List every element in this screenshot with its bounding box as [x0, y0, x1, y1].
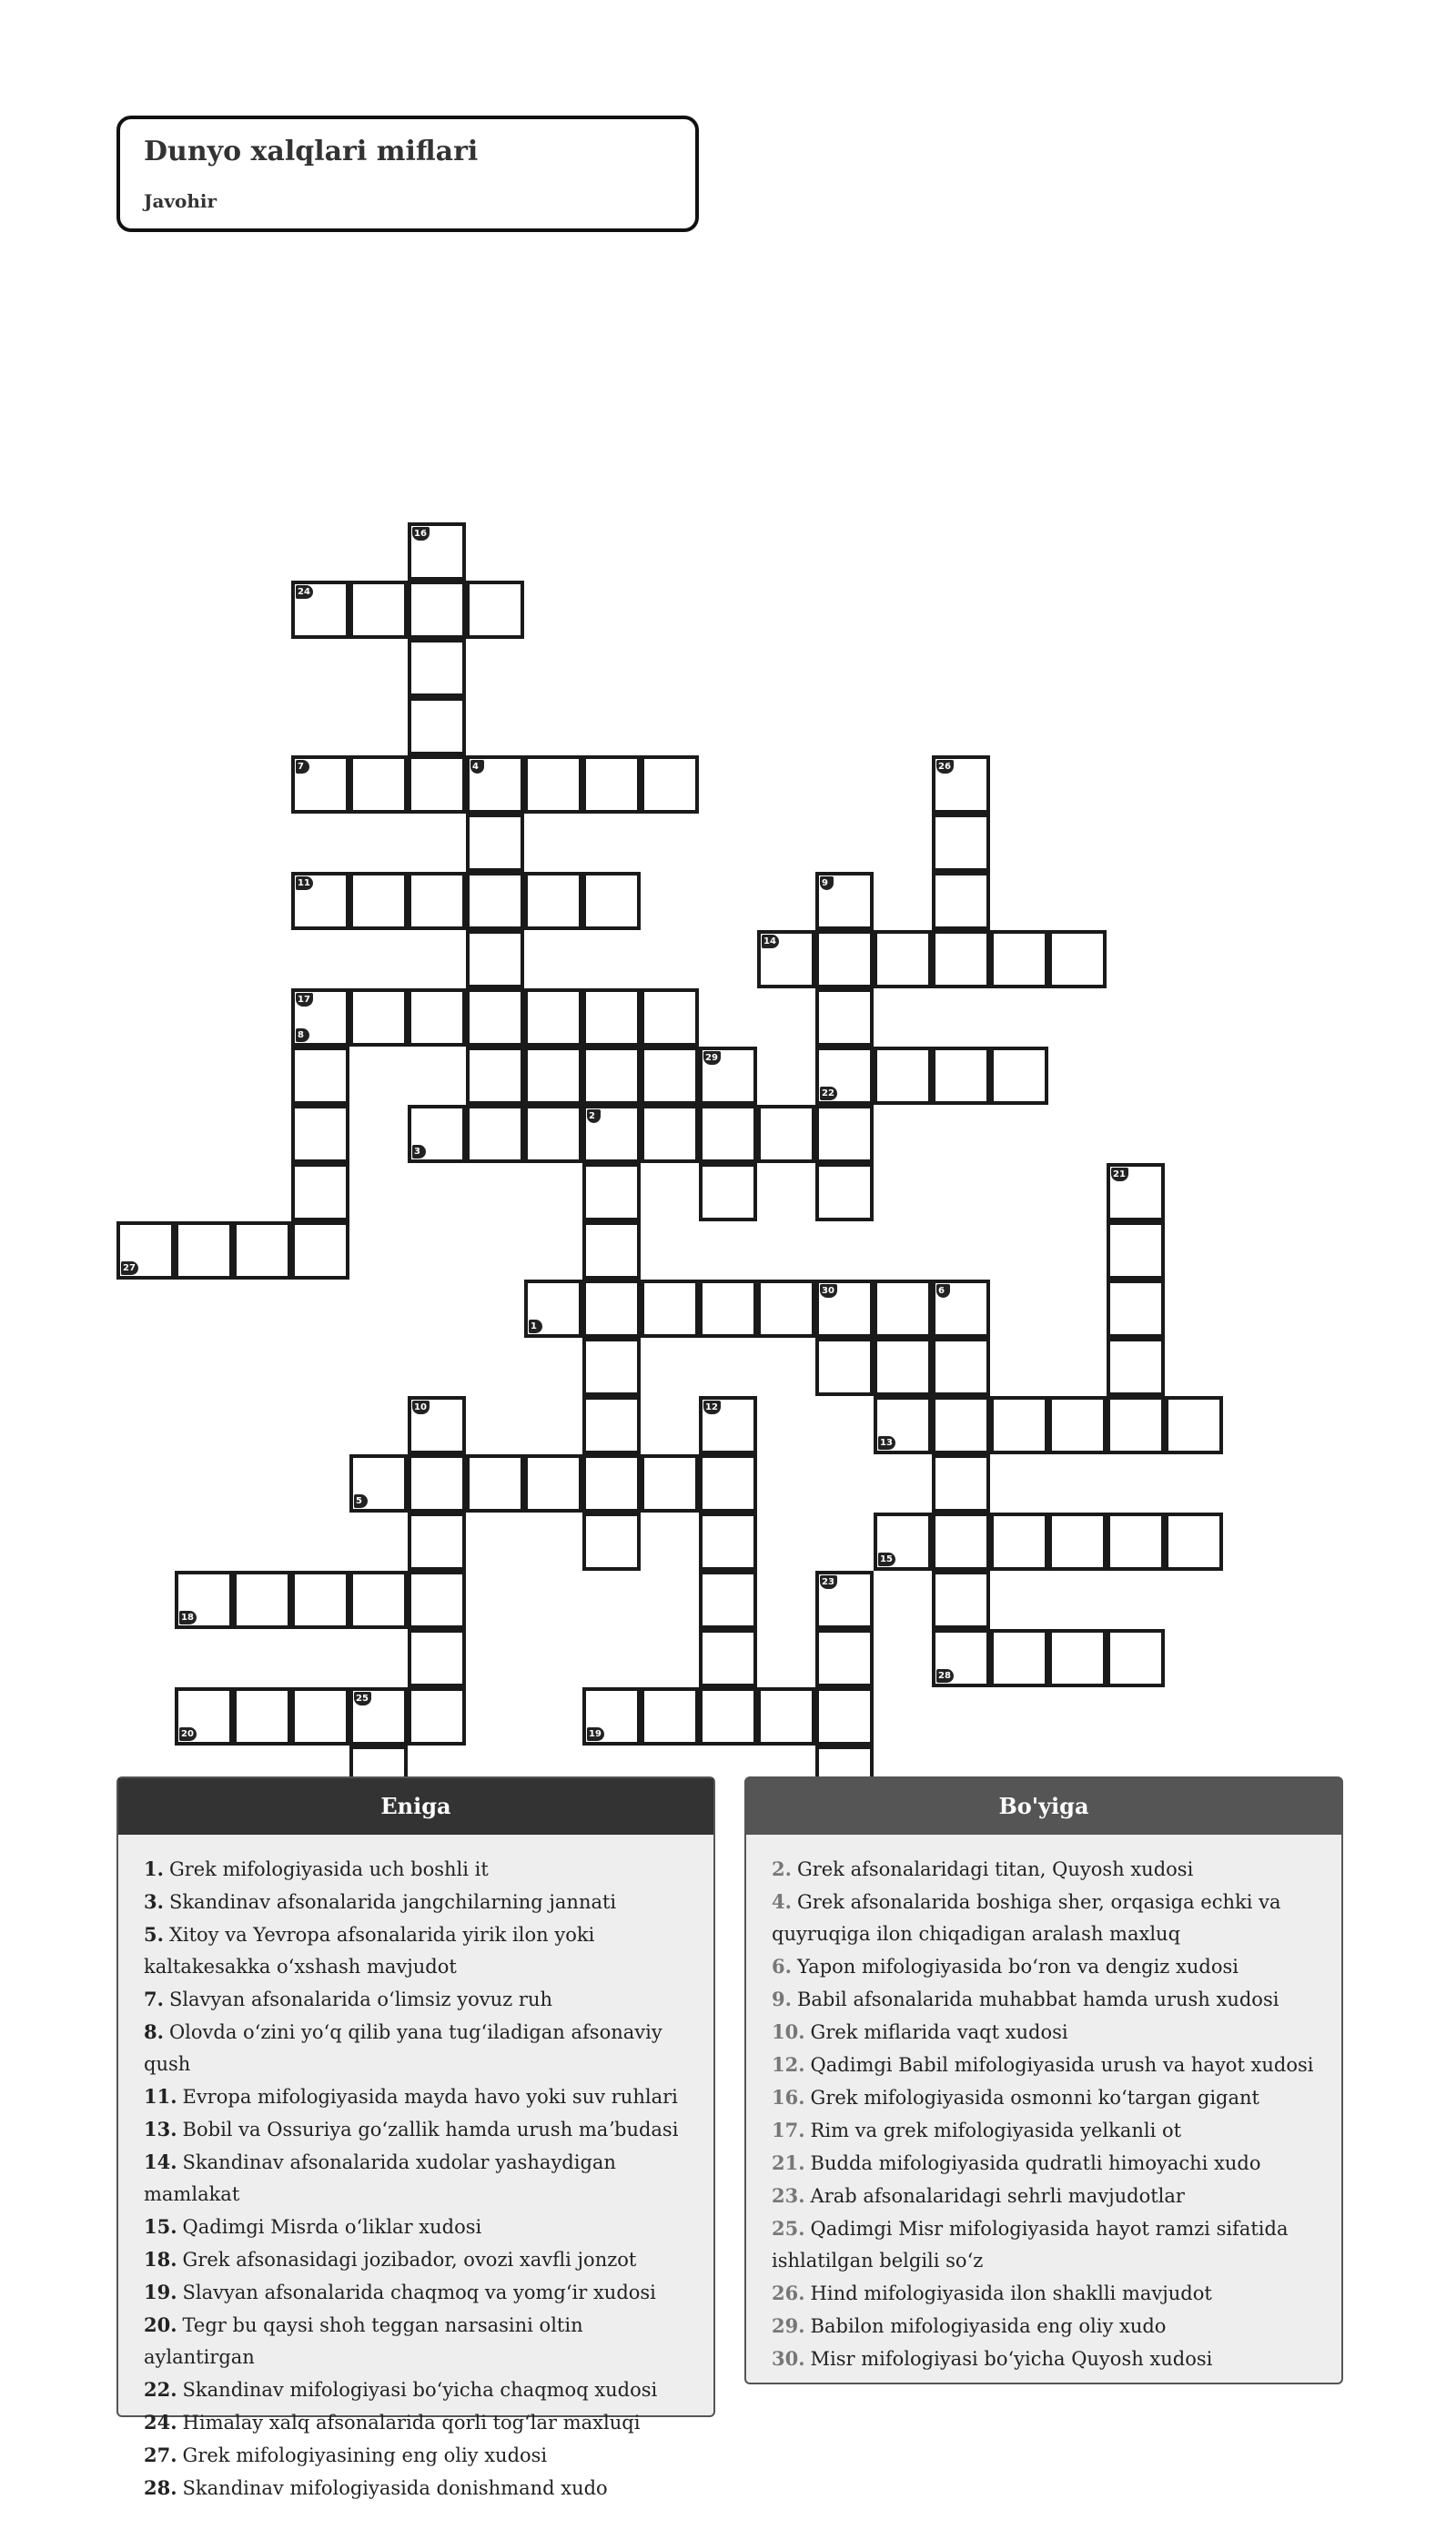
grid-cell[interactable] — [1048, 1629, 1107, 1687]
clue-text: Grek mifologiyasida osmonni koʻtargan gigant — [810, 2087, 1259, 2109]
clue-number-down: 9 — [820, 876, 834, 890]
across-clue[interactable] — [144, 2243, 692, 2276]
grid-cell[interactable] — [1165, 1396, 1223, 1454]
clue-number-down: 6 — [936, 1284, 950, 1298]
grid-cell[interactable] — [932, 1338, 990, 1396]
clue-number: 1. — [144, 1857, 164, 1880]
down-clue[interactable] — [772, 1853, 1320, 1886]
grid-cell[interactable] — [874, 1513, 932, 1571]
grid-cell[interactable] — [291, 1163, 349, 1221]
grid-cell[interactable] — [641, 1105, 699, 1163]
clue-number: 2. — [772, 1857, 792, 1880]
clue-number-down: 25 — [354, 1692, 371, 1705]
grid-cell[interactable] — [582, 988, 641, 1047]
clue-text: Yapon mifologiyasida boʻron va dengiz xudosi — [796, 1956, 1239, 1978]
clue-number-across: 27 — [121, 1261, 138, 1275]
grid-cell[interactable] — [932, 1513, 990, 1571]
grid-cell[interactable] — [815, 988, 874, 1047]
grid-cell[interactable] — [932, 1280, 990, 1338]
clue-number-down: 12 — [703, 1401, 721, 1414]
clue-number-across: 22 — [820, 1087, 837, 1100]
clue-number-down: 10 — [412, 1401, 430, 1414]
down-clue[interactable] — [772, 2343, 1320, 2375]
clue-number: 10. — [772, 2020, 805, 2043]
grid-cell[interactable] — [233, 1221, 291, 1280]
grid-cell[interactable] — [466, 930, 524, 988]
grid-cell[interactable] — [815, 1629, 874, 1687]
across-clue-list — [118, 1835, 713, 2505]
grid-cell[interactable] — [815, 1105, 874, 1163]
grid-cell[interactable] — [582, 1338, 641, 1396]
clue-number-across: 3 — [412, 1145, 426, 1159]
grid-cell[interactable] — [524, 1454, 582, 1513]
grid-cell[interactable] — [815, 1687, 874, 1746]
grid-cell[interactable] — [349, 581, 408, 639]
clue-number-down: 17 — [296, 993, 313, 1007]
clue-number: 29. — [772, 2314, 805, 2337]
grid-cell[interactable] — [291, 1221, 349, 1280]
clue-number: 14. — [144, 2150, 177, 2173]
grid-cell[interactable] — [175, 1221, 233, 1280]
clue-number-down: 26 — [936, 760, 954, 774]
grid-cell[interactable] — [932, 872, 990, 930]
clue-number: 27. — [144, 2444, 177, 2466]
grid-cell[interactable] — [990, 1047, 1048, 1105]
grid-cell[interactable] — [932, 930, 990, 988]
grid-cell[interactable] — [349, 872, 408, 930]
clue-text: Misr mifologiyasi boʻyicha Quyosh xudosi — [810, 2348, 1213, 2370]
clue-text: Babil afsonalarida muhabbat hamda urush xudosi — [796, 1989, 1279, 2010]
clue-number: 21. — [772, 2151, 805, 2174]
grid-cell[interactable] — [582, 1105, 641, 1163]
down-clue[interactable] — [772, 2147, 1320, 2180]
grid-cell[interactable] — [757, 1280, 815, 1338]
grid-cell[interactable] — [641, 755, 699, 814]
clue-number: 22. — [144, 2378, 177, 2401]
grid-cell[interactable] — [233, 1687, 291, 1746]
grid-cell[interactable] — [582, 1280, 641, 1338]
grid-cell[interactable] — [815, 1047, 874, 1105]
across-clues-panel — [116, 1776, 715, 2499]
clue-number: 28. — [144, 2476, 177, 2499]
grid-cell[interactable] — [582, 1454, 641, 1513]
grid-cell[interactable] — [990, 1396, 1048, 1454]
down-clue[interactable] — [772, 2310, 1320, 2343]
across-clue[interactable] — [144, 1918, 692, 1983]
clue-text: Himalay xalq afsonalarida qorli togʻlar maxluqi — [182, 2412, 641, 2434]
grid-cell[interactable] — [815, 1163, 874, 1221]
down-clues-panel — [744, 1776, 1343, 2384]
clue-number-across: 7 — [296, 760, 309, 774]
grid-cell[interactable] — [815, 1571, 874, 1629]
grid-cell[interactable] — [990, 930, 1048, 988]
grid-cell[interactable] — [408, 872, 466, 930]
grid-cell[interactable] — [990, 1629, 1048, 1687]
grid-cell[interactable] — [408, 1513, 466, 1571]
grid-cell[interactable] — [466, 1454, 524, 1513]
clue-text: Grek afsonalaridagi titan, Quyosh xudosi — [796, 1858, 1194, 1880]
down-clue[interactable] — [772, 2180, 1320, 2212]
grid-cell[interactable] — [582, 755, 641, 814]
clue-number-down: 4 — [470, 760, 484, 774]
down-clue[interactable] — [772, 1886, 1320, 1950]
grid-cell[interactable] — [641, 1280, 699, 1338]
grid-cell[interactable] — [466, 1047, 524, 1105]
clue-number: 19. — [144, 2281, 177, 2303]
down-clue-list — [746, 1835, 1341, 2375]
down-clue[interactable] — [772, 1983, 1320, 2016]
clue-text: Skandinav mifologiyasi boʻyicha chaqmoq xudosi — [182, 2379, 658, 2401]
clue-text: Qadimgi Babil mifologiyasida urush va hayot xudosi — [810, 2054, 1314, 2076]
across-clue[interactable] — [144, 2146, 692, 2211]
clue-text: Grek afsonasidagi jozibador, ovozi xavfli jonzot — [182, 2249, 637, 2271]
down-clue[interactable] — [772, 2049, 1320, 2081]
grid-cell[interactable] — [408, 581, 466, 639]
across-clue[interactable] — [144, 2080, 692, 2113]
clue-text: Hind mifologiyasida ilon shaklli mavjudot — [810, 2282, 1212, 2304]
across-clue[interactable] — [144, 2472, 692, 2505]
grid-cell[interactable] — [699, 1629, 757, 1687]
grid-cell[interactable] — [349, 1454, 408, 1513]
grid-cell[interactable] — [932, 814, 990, 872]
clue-number: 20. — [144, 2313, 177, 2336]
grid-cell[interactable] — [1107, 1163, 1165, 1221]
clue-number-across: 5 — [354, 1494, 368, 1508]
clue-number-across: 11 — [296, 876, 313, 890]
grid-cell[interactable] — [1048, 1396, 1107, 1454]
clue-text: Grek mifologiyasining eng oliy xudosi — [182, 2444, 548, 2466]
grid-cell[interactable] — [1165, 1513, 1223, 1571]
grid-cell[interactable] — [815, 1280, 874, 1338]
grid-cell[interactable] — [1107, 1221, 1165, 1280]
down-clue[interactable] — [772, 1950, 1320, 1983]
clue-text: Babilon mifologiyasida eng oliy xudo — [810, 2315, 1167, 2337]
clue-number: 5. — [144, 1923, 164, 1946]
grid-cell[interactable] — [349, 755, 408, 814]
across-clue[interactable] — [144, 2113, 692, 2146]
grid-cell[interactable] — [874, 1047, 932, 1105]
grid-cell[interactable] — [408, 639, 466, 697]
grid-cell[interactable] — [699, 1396, 757, 1454]
clue-text: Evropa mifologiyasida mayda havo yoki suv ruhlari — [182, 2086, 678, 2108]
grid-cell[interactable] — [291, 581, 349, 639]
clue-number-across: 20 — [179, 1727, 197, 1741]
clue-number: 23. — [772, 2184, 805, 2207]
clue-number-down: 16 — [412, 527, 430, 541]
grid-cell[interactable] — [466, 581, 524, 639]
grid-cell[interactable] — [116, 1221, 175, 1280]
clue-text: Slavyan afsonalarida oʻlimsiz yovuz ruh — [168, 1989, 553, 2010]
across-clue[interactable] — [144, 2439, 692, 2472]
grid-cell[interactable] — [408, 1687, 466, 1746]
grid-cell[interactable] — [699, 1163, 757, 1221]
grid-cell[interactable] — [524, 1047, 582, 1105]
grid-cell[interactable] — [1048, 1513, 1107, 1571]
clue-number: 17. — [772, 2119, 805, 2141]
clue-text: Skandinav afsonalarida jangchilarning jannati — [168, 1891, 617, 1913]
grid-cell[interactable] — [932, 1454, 990, 1513]
grid-cell[interactable] — [874, 930, 932, 988]
down-clue[interactable] — [772, 2081, 1320, 2114]
grid-cell[interactable] — [932, 1396, 990, 1454]
clue-number-across: 1 — [529, 1320, 542, 1333]
grid-cell[interactable] — [233, 1571, 291, 1629]
grid-cell[interactable] — [874, 1338, 932, 1396]
grid-cell[interactable] — [582, 1687, 641, 1746]
down-clue[interactable] — [772, 2277, 1320, 2310]
clue-number-across: 15 — [878, 1553, 895, 1566]
grid-cell[interactable] — [582, 1221, 641, 1280]
clue-number: 15. — [144, 2215, 177, 2238]
grid-cell[interactable] — [349, 1571, 408, 1629]
grid-cell[interactable] — [699, 1280, 757, 1338]
clue-number: 13. — [144, 2118, 177, 2140]
grid-cell[interactable] — [932, 1629, 990, 1687]
across-clue[interactable] — [144, 2309, 692, 2373]
clue-text: Bobil va Ossuriya goʻzallik hamda urush maʼbudasi — [182, 2119, 679, 2140]
grid-cell[interactable] — [291, 988, 349, 1047]
grid-cell[interactable] — [291, 755, 349, 814]
clue-text: Skandinav afsonalarida xudolar yashaydigan mamlakat — [144, 2151, 616, 2205]
grid-cell[interactable] — [408, 1629, 466, 1687]
clue-text: Grek mifologiyasida uch boshli it — [168, 1858, 489, 1880]
grid-cell[interactable] — [874, 1396, 932, 1454]
grid-cell[interactable] — [291, 1571, 349, 1629]
grid-cell[interactable] — [699, 1047, 757, 1105]
grid-cell[interactable] — [874, 1280, 932, 1338]
clue-text: Grek afsonalarida boshiga sher, orqasiga echki va quyruqiga ilon chiqadigan aralash maxluq — [772, 1891, 1281, 1945]
grid-cell[interactable] — [699, 1571, 757, 1629]
down-clue[interactable] — [772, 2114, 1320, 2147]
grid-cell[interactable] — [524, 872, 582, 930]
grid-cell[interactable] — [641, 988, 699, 1047]
grid-cell[interactable] — [1048, 930, 1107, 988]
grid-cell[interactable] — [1107, 1396, 1165, 1454]
clue-number: 30. — [772, 2347, 805, 2370]
grid-cell[interactable] — [466, 1105, 524, 1163]
clue-number-across: 19 — [587, 1727, 604, 1741]
clue-number-across: 28 — [936, 1669, 954, 1683]
clue-text: Rim va grek mifologiyasida yelkanli ot — [810, 2120, 1182, 2141]
grid-cell[interactable] — [757, 930, 815, 988]
grid-cell[interactable] — [757, 1105, 815, 1163]
clue-number: 26. — [772, 2282, 805, 2304]
grid-cell[interactable] — [408, 755, 466, 814]
grid-cell[interactable] — [291, 872, 349, 930]
clue-text: Xitoy va Yevropa afsonalarida yirik ilon yoki kaltakesakka oʻxshash mavjudot — [144, 1924, 595, 1978]
grid-cell[interactable] — [932, 1047, 990, 1105]
down-clue[interactable] — [772, 2016, 1320, 2049]
grid-cell[interactable] — [466, 872, 524, 930]
grid-cell[interactable] — [524, 988, 582, 1047]
clue-text: Slavyan afsonalarida chaqmoq va yomgʻir xudosi — [182, 2282, 656, 2303]
clue-number-down: 29 — [703, 1051, 721, 1065]
grid-cell[interactable] — [408, 1571, 466, 1629]
grid-cell[interactable] — [349, 988, 408, 1047]
clue-number: 16. — [772, 2086, 805, 2109]
grid-cell[interactable] — [1107, 1338, 1165, 1396]
grid-cell[interactable] — [175, 1687, 233, 1746]
grid-cell[interactable] — [699, 1513, 757, 1571]
clue-text: Qadimgi Misr mifologiyasida hayot ramzi sifatida ishlatilgan belgili soʻz — [772, 2218, 1289, 2272]
grid-cell[interactable] — [466, 814, 524, 872]
clue-text: Grek miflarida vaqt xudosi — [810, 2021, 1068, 2043]
grid-cell[interactable] — [466, 988, 524, 1047]
grid-cell[interactable] — [932, 1571, 990, 1629]
grid-cell[interactable] — [524, 1105, 582, 1163]
grid-cell[interactable] — [408, 988, 466, 1047]
grid-cell[interactable] — [582, 1513, 641, 1571]
grid-cell[interactable] — [699, 1454, 757, 1513]
grid-cell[interactable] — [699, 1105, 757, 1163]
clue-number: 3. — [144, 1890, 164, 1913]
clue-text: Qadimgi Misrda oʻliklar xudosi — [182, 2216, 482, 2238]
clue-number: 6. — [772, 1955, 792, 1978]
grid-cell[interactable] — [582, 1396, 641, 1454]
clue-number-down: 2 — [587, 1109, 601, 1123]
grid-cell[interactable] — [815, 1338, 874, 1396]
across-clue[interactable] — [144, 1983, 692, 2016]
grid-cell[interactable] — [641, 1454, 699, 1513]
down-heading: Bo'yiga — [746, 1778, 1341, 1835]
grid-cell[interactable] — [466, 755, 524, 814]
grid-cell[interactable] — [175, 1571, 233, 1629]
clue-number-down: 30 — [820, 1284, 837, 1298]
clue-text: Olovda oʻzini yoʻq qilib yana tugʻiladigan afsonaviy qush — [144, 2021, 662, 2075]
clue-number-down: 21 — [1111, 1168, 1128, 1181]
grid-cell[interactable] — [641, 1047, 699, 1105]
grid-cell[interactable] — [408, 1105, 466, 1163]
clue-number-across: 8 — [296, 1028, 309, 1042]
clue-number: 7. — [144, 1988, 164, 2010]
grid-cell[interactable] — [932, 755, 990, 814]
grid-cell[interactable] — [291, 1687, 349, 1746]
grid-cell[interactable] — [699, 1687, 757, 1746]
grid-cell[interactable] — [990, 1513, 1048, 1571]
grid-cell[interactable] — [291, 1047, 349, 1105]
clue-number: 25. — [772, 2217, 805, 2240]
across-clue[interactable] — [144, 2016, 692, 2080]
grid-cell[interactable] — [1107, 1629, 1165, 1687]
clue-number: 18. — [144, 2248, 177, 2271]
across-clue[interactable] — [144, 1886, 692, 1918]
across-clue[interactable] — [144, 2276, 692, 2309]
grid-cell[interactable] — [291, 1105, 349, 1163]
clue-number-across: 24 — [296, 585, 313, 599]
grid-cell[interactable] — [408, 1454, 466, 1513]
clue-number-across: 18 — [179, 1611, 197, 1624]
down-clue[interactable] — [772, 2212, 1320, 2277]
clue-text: Arab afsonalaridagi sehrli mavjudotlar — [810, 2185, 1185, 2207]
grid-cell[interactable] — [757, 1687, 815, 1746]
clue-number: 24. — [144, 2411, 177, 2434]
grid-cell[interactable] — [815, 872, 874, 930]
grid-cell[interactable] — [582, 1047, 641, 1105]
grid-cell[interactable] — [815, 930, 874, 988]
clue-number-across: 13 — [878, 1436, 895, 1450]
grid-cell[interactable] — [1107, 1513, 1165, 1571]
grid-cell[interactable] — [408, 697, 466, 755]
grid-cell[interactable] — [582, 872, 641, 930]
across-clue[interactable] — [144, 2373, 692, 2406]
grid-cell[interactable] — [641, 1687, 699, 1746]
grid-cell[interactable] — [408, 522, 466, 581]
grid-cell[interactable] — [1107, 1280, 1165, 1338]
across-clue[interactable] — [144, 2406, 692, 2439]
puzzle-title: Dunyo xalqlari miflari — [144, 136, 479, 167]
clue-text: Tegr bu qaysi shoh teggan narsasini oltin aylantirgan — [144, 2314, 583, 2368]
grid-cell[interactable] — [524, 1280, 582, 1338]
clue-number: 9. — [772, 1988, 792, 2010]
clue-number-down: 23 — [820, 1575, 837, 1589]
clue-number: 4. — [772, 1890, 792, 1913]
puzzle-author: Javohir — [144, 190, 217, 212]
grid-cell[interactable] — [582, 1163, 641, 1221]
clue-text: Skandinav mifologiyasida donishmand xudo — [182, 2477, 608, 2499]
across-heading: Eniga — [118, 1778, 713, 1835]
clue-number: 12. — [772, 2053, 805, 2076]
grid-cell[interactable] — [349, 1687, 408, 1746]
clue-text: Budda mifologiyasida qudratli himoyachi xudo — [810, 2152, 1261, 2174]
across-clue[interactable] — [144, 2211, 692, 2243]
across-clue[interactable] — [144, 1853, 692, 1886]
grid-cell[interactable] — [408, 1396, 466, 1454]
clue-number: 8. — [144, 2020, 164, 2043]
clue-number-across: 14 — [762, 935, 779, 948]
clue-number: 11. — [144, 2085, 177, 2108]
grid-cell[interactable] — [524, 755, 582, 814]
